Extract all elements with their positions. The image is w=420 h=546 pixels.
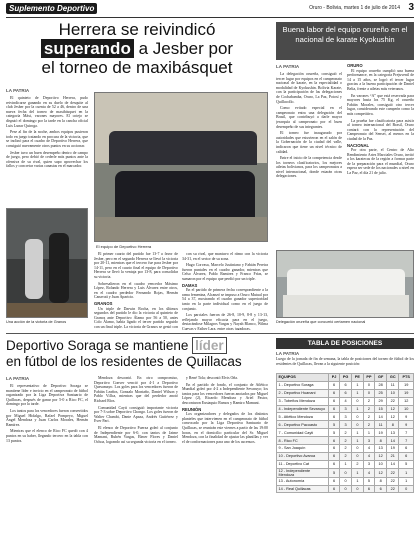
standings-intro: Luego de la jornada de fin de semana, la tabla de posiciones del torneo de fútbol de los residentes de Quillacas, llevan a la siguiente posición: [276,357,414,366]
column-header: EQUIPOS [277,374,329,382]
standings-table-wrap [276,373,414,493]
stat-cell: 3 [340,421,352,429]
table-row [277,397,414,405]
stat-cell: 11 [375,421,387,429]
team-name-cell: 11 - Deportivo Cat [277,460,329,468]
subhead-oruro: ORURO [347,64,363,68]
stat-cell: 4 [363,468,375,477]
stat-cell: 6 [329,445,340,453]
paragraph: Mientras que el elenco de Rico FC quedó con 4 puntos en su haber, llegando tercero en la tabla con 13 puntos. [6,429,88,443]
paragraph: La delegación orureña, consiguió el tercer lugar por equipos en el campeonato nacional de karate, en la especialidad o modalidad de Kyokushin. Bolivia Karate, con la participación de las delegaciones de Cochabamba, Oruro, La Paz, Potosí y Quillacollo. [276,72,342,104]
team-name-cell: 7 - Comunidad Cayti [277,429,329,437]
paragraph: La prueba fue clasificatoria para asistir al torneo internacional del Brasil, Oruro contará con la representación del Campeonato del Sensei, al menos en la ciudad de la Paz. [347,118,414,141]
stat-cell: 9 [399,421,414,429]
paragraph: En el partido de primera fecha correspondiente a la rama femenina, Alcanzó se impuso a Oruro Mutual por 54 a 37, mostrando el cuadro ganador superioridad tanto en la parte individual como en el juego de conjunto. [182,288,268,311]
headline-line1: Deportivo Soraga se mantiene [6,338,189,353]
karate-headline: Buena labor del equipo orureño en el nacional de karate Kyokushin [282,25,408,44]
column-header: GF [375,374,387,382]
team-name-cell: 6 - Deportivo Pacoasto [277,421,329,429]
paragraph: Por otra parte, el Centro de Alto Rendimiento Artes Marciales Oruro, invitó a los karatecas de la región a formar parte de la preparación para el mundial, Oruro espera ser sede de los nacionales a nivel en La Paz, el día 21 de julio. [347,148,414,176]
column-header: PJ [329,374,340,382]
section-tag: LA PATRIA [6,376,30,381]
article-col2 [94,252,178,330]
stat-cell: 6 [340,381,352,389]
paragraph: Un triple de Darwin Rocha, en los últimos segundos del partido le dio la victoria al quinteto de Granos ante Deportivo Álamo por 56 a 50, antes Colo Álamo, había ligado el tercer partido seguido con un final triple. La victoria de Granos se gestó con [94,306,178,329]
table-row [277,429,414,437]
stat-cell: 1 [399,477,414,485]
karate-col2 [347,64,414,248]
stat-cell: 12 [387,405,399,413]
table-header-row [277,374,414,382]
stat-cell: 2 [363,413,375,421]
stat-cell: 14 [375,413,387,421]
stat-cell: 3 [363,460,375,468]
stat-cell: 1 [352,389,364,397]
karate-headline-box [276,22,414,60]
paragraph: Los tantos para los vencedores fueron convertidos por Miguel Hidalgo, Rafael Pompeyo, Miguel Ángel Mendoza y Juan Carlos Morales, Hernán Ramírez. [6,408,88,427]
stat-cell: 6 [399,445,414,453]
stat-cell: 4 [340,397,352,405]
stat-cell: 0 [352,485,364,493]
stat-cell: 0 [352,445,364,453]
standings-body [277,381,414,493]
masthead-logo: Suplemento Deportivo [6,3,97,14]
section-tag: LA PATRIA [276,351,300,356]
karate-col1 [276,72,342,248]
stat-cell: 4 [363,452,375,460]
article-herrera [6,20,268,330]
stat-cell: 28 [375,381,387,389]
stat-cell: 12 [375,468,387,477]
paragraph: En varones “A” que está reservada para mayores hasta los 75 Kg, el orureño Fabián Morales, consiguió otro tercer lugar, considerando este campeón como la más competitiva. [347,93,414,116]
stat-cell: 8 [387,421,399,429]
soraga-col2 [94,376,178,543]
section-tag: LA PATRIA [276,64,300,69]
paragraph: Pese al fin de la noche, ambos equipos pusieron todo en juego tratando en procura de la victoria, que se inclinó para el cuadro de Deportivo Herrera, que consiguió nuevamente otros puntos en su accionar. [6,130,88,148]
team-name-cell: 9 - San Joaquín [277,445,329,453]
section-tag: LA PATRIA [6,88,30,93]
team-name-cell: 3 - Tobeños Mendoza [277,397,329,405]
stat-cell: 6 [329,452,340,460]
subhead-reunion: REUNIÓN [182,406,202,412]
stat-cell: 6 [329,381,340,389]
table-row [277,460,414,468]
stat-cell: 6 [329,397,340,405]
stat-cell: 10 [399,405,414,413]
stat-cell: 0 [352,397,364,405]
subhead-nacional: NACIONAL [347,142,370,148]
stat-cell: 5 [363,477,375,485]
column-header: PG [340,374,352,382]
stat-cell: 5 [399,460,414,468]
stat-cell: 12 [399,397,414,405]
stat-cell: 3 [340,413,352,421]
stat-cell: 5 [329,421,340,429]
stat-cell: 13 [375,445,387,453]
stat-cell: 0 [340,468,352,477]
standings-table [276,373,414,493]
stat-cell: 19 [399,381,414,389]
masthead [6,3,414,17]
column-header: PTS [399,374,414,382]
paragraph: En el partido de fondo, el conjunto de Atlético Mundial goleó por 4-2 a Independiente Sevaruyo; los tantos para los vencedores fueron anotados por Miguel López (2), Ricardo Mendoza y Ariel Pastor, descontaron Eustaquio Ramos y Ramiro Mamani. [182,382,268,405]
stat-cell: 6 [399,452,414,460]
stat-cell: 1 [352,429,364,437]
stat-cell: 6 [329,460,340,468]
stat-cell: 6 [340,389,352,397]
paragraph: Hugo Corvasa, Marcelo Justiniano y Fabián Pereira fueron puntales en el cuadro ganador, mientras que Celso Alvarez, Pablo Ramirez y Franco Frías, se sumaron por el equipo que perdió por un triple. [182,263,268,281]
standings-title: TABLA DE POSICIONES [276,338,414,349]
stat-cell: 6 [329,437,340,445]
table-row [277,381,414,389]
team-name-cell: 12 - Independiente Mendoza [277,468,329,477]
paragraph: Jesber tuvo un buen desempeño dentro de campo de juego, pero debió de cederle más puntos ante la ofensiva de su rival, quien supo aprovechar los fallos y concretar varias canastas en el marcador. [6,150,88,169]
team-photo-caption: El equipo de Deportivo Herrera [96,244,152,249]
stat-cell: 0 [340,485,352,493]
stat-cell: 10 [387,389,399,397]
issue-date: Oruro - Bolivia, martes 1 de julio de 2014 [309,5,400,11]
headline-line2: a Jesber por [138,39,234,58]
article-soraga [6,338,268,543]
stat-cell: 22 [387,397,399,405]
stat-cell: 1 [352,477,364,485]
stat-cell: 6 [363,485,375,493]
team-name-cell: 8 - Rico FC [277,437,329,445]
headline-line3: el torneo de maxibásquet [41,58,233,77]
soraga-col1 [6,384,88,543]
subhead-damas: DAMAS [182,282,198,288]
paragraph: El elenco de Deportivo Fuerza goleó al conjunto de Independiente por 6-0, con tantos de Jaime Mamani, Rubén Vargas, Elmer Flores y Daniel Ochoa, logrando así su segunda victoria en el torneo. [94,425,178,444]
stat-cell: 19 [399,389,414,397]
stat-cell: 6 [375,485,387,493]
stat-cell: 19 [375,429,387,437]
stat-cell: 2 [340,445,352,453]
standings-box [276,338,414,543]
team-name-cell: 5 - Atlético Mendoza [277,413,329,421]
stat-cell: 0 [352,452,364,460]
table-row [277,437,414,445]
stat-cell: 2 [363,405,375,413]
paragraph: Sobresalieron en el cuadro vencedor Máximo López, Rolando Herrera y Luis Álvarez entre otros, en el cuadro perdedor Fernando Rojas, Hernán Canavati y Juan Aparicio. [94,281,178,300]
team-name-cell: 14 - Real Quillacas [277,485,329,493]
stat-cell: 7 [399,429,414,437]
table-row [277,468,414,477]
stat-cell: 2 [340,429,352,437]
article-headline [6,20,268,77]
table-row [277,477,414,485]
karate-photo [276,250,414,318]
stat-cell: 6 [329,389,340,397]
paragraph: con su rival, que mantuvo el ritmo con la victoria 34-31, en el sector de su zona. [182,252,268,261]
stat-cell: 3 [340,405,352,413]
stat-cell: 0 [340,477,352,485]
stat-cell: 8 [375,477,387,485]
stat-cell: 3 [363,437,375,445]
paragraph: El representativo de Deportivo Soraga se mantiene líder e invicto en el campeonato de fútbol organizado por la Liga Deportiva Santuario de Quillacas, después de ganar por 5-0 a Rico FC, el domingo por la tarde. [6,384,88,407]
paragraph: El torneo fue inaugurado por autoridades que estuvieron en el salón de la Gobernación de la ciudad del valle, indicaron que tiene un nivel técnico de calidad. [276,131,342,154]
masthead-divider [6,17,414,18]
paragraph: Como evitado especial en el campeonato entra una delegación del Brasil, que contribuyó a darle mayor jerarquía al campeonato por el buen desempeño de sus integrantes. [276,106,342,129]
stat-cell: 1 [363,429,375,437]
section-divider [6,333,414,334]
stat-cell: 13 [387,429,399,437]
stat-cell: 14 [387,460,399,468]
stat-cell: 1 [340,460,352,468]
action-photo-caption: Una acción de la victoria de Granos [6,320,67,324]
paragraph: Comunidad Cayti consiguió importante victoria por 7-3 sobre Deportivo Chongo. Los goles fueron de Walter Chambi, Dante Apaza, Andrés Gutiérrez y Ever Pari. [94,405,178,424]
table-row [277,421,414,429]
paragraph: El equipo orureño cumplió una buena performance, en la categoría Prejuvenil de 14 a 15 años, se logró el tercer lugar gracias a la buena participación de Daniel Belia, frente a atletas más veteranos. [347,68,414,91]
subhead-granos: GRANOS [94,300,113,306]
stat-cell: 14 [387,437,399,445]
article-karate [276,22,414,330]
stat-cell: 2 [352,460,364,468]
table-row [277,445,414,453]
stat-cell: 1 [352,405,364,413]
paragraph: Los organizadores y delegados de los distintos planteles que intervienen en el campeonato de fútbol convocado por la Liga Deportiva Santuario de Quillacas, se reunirán este viernes a partir de las 19:00 horas, en el domicilio particular del Sr. Miguel Mendoza, con la finalidad de ajustar las planillas y ver el de conformaciones para uno de los ascensos. [182,412,268,444]
karate-photo-caption: Delegación orureña que concurrió certamen nacional [276,320,366,324]
team-photo [94,92,268,242]
team-name-cell: 1 - Deportivo Soraga [277,381,329,389]
stat-cell: 25 [375,389,387,397]
stat-cell: 22 [387,477,399,485]
headline-highlight: superando [41,39,134,58]
stat-cell: 1 [352,437,364,445]
table-row [277,452,414,460]
team-name-cell: 4 - Independiente Sevaruyo [277,405,329,413]
team-name-cell: 10 - Deportivo Avaroa [277,452,329,460]
stat-cell: 2 [363,421,375,429]
paragraph: El primer cuarto del partido fue 13-7 a favor de Jesber, pero en el segundo Herrera se llevó la victoria por 20-11, mientras que el tercero fue para Jesber por 14-11, pero en el cuarto final el equipo de Deportivo Herrera se llevó la ventaja por 13-8, para consolidar su victoria. [94,252,178,279]
stat-cell: 6 [329,413,340,421]
stat-cell: 0 [352,421,364,429]
stat-cell: 2 [340,437,352,445]
stat-cell: 19 [387,445,399,453]
stat-cell: 21 [387,452,399,460]
team-name-cell: 13 - Autonomía [277,477,329,485]
stat-cell: 8 [375,437,387,445]
stat-cell: 7 [399,437,414,445]
headline-highlight: líder [192,337,227,354]
paragraph: y René Tola; descontó Elvis Oña. [186,376,238,380]
stat-cell: 5 [329,468,340,477]
page-number: 3 [408,2,414,13]
stat-cell: 1 [352,468,364,477]
headline-line2: en fútbol de los residentes de Quillacas [6,354,242,369]
stat-cell: 2 [340,452,352,460]
table-row [277,485,414,493]
stat-cell: 6 [329,405,340,413]
stat-cell: 12 [375,452,387,460]
stat-cell: 12 [387,413,399,421]
article-col3 [182,252,268,330]
stat-cell: 11 [387,381,399,389]
stat-cell: 1 [352,381,364,389]
column-header: PP [363,374,375,382]
team-name-cell: 2 - Deportivo Huanani [277,389,329,397]
column-header: PE [352,374,364,382]
stat-cell: 15 [375,405,387,413]
paragraph: Entre el inicio de la competencia desde los torneos clasificatorios, los mejores atletas bolivianos, para los campeonatos a nivel internacional, donde estarán otras delegaciones. [276,156,342,179]
column-header: GC [387,374,399,382]
stat-cell: 29 [375,397,387,405]
stat-cell: 2 [363,397,375,405]
stat-cell: 22 [387,468,399,477]
stat-cell: 4 [363,445,375,453]
table-row [277,389,414,397]
stat-cell: 9 [399,413,414,421]
article-col1 [6,96,88,206]
action-photo [6,208,88,318]
stat-cell: 0 [363,389,375,397]
stat-cell: 0 [363,381,375,389]
stat-cell: 1 [399,468,414,477]
paragraph: Los parciales fueron de 26-8, 10-9, 8-8 y 13-13, reflejando mayor eficacia para en el juego, destacándose Milagros Vargas y Nayah Blanco, Wilma Cuevas y Esther Lara, entre otras jugadoras. [182,313,268,330]
soraga-col3 [182,376,268,543]
stat-cell: 5 [329,429,340,437]
table-row [277,405,414,413]
stat-cell: 6 [329,485,340,493]
stat-cell: 10 [375,460,387,468]
paragraph: El quinteto de Deportivo Herrera, pudo reivindicarse ganando en su duelo de desquite al club Jesber por la cuenta de 52 a 46, dentro de una nueva fecha del torneo de maxibásquet en la categoría Máxi, varones mayores. El cotejo se disputó el domingo por la tarde en la cancha oficial Luis Lunar Quiroga. [6,96,88,128]
soraga-headline [6,338,268,370]
stat-cell: 6 [329,477,340,485]
headline-line1: Herrera se reivindicó [58,20,216,39]
table-row [277,413,414,421]
stat-cell: 0 [352,413,364,421]
stat-cell: 0 [399,485,414,493]
stat-cell: 22 [387,485,399,493]
paragraph: Mendoza descontó. En otro compromiso, Deportivo Conver venció por 4-1 a Deportivo Quesamayo. Los goles para los vencedores fueron de Fabián Leaños, Gonzalo Montaño, Daniel Wilson y Pablo Villca, mientras que del perdedor anotó Richard Ríos. [94,376,178,403]
